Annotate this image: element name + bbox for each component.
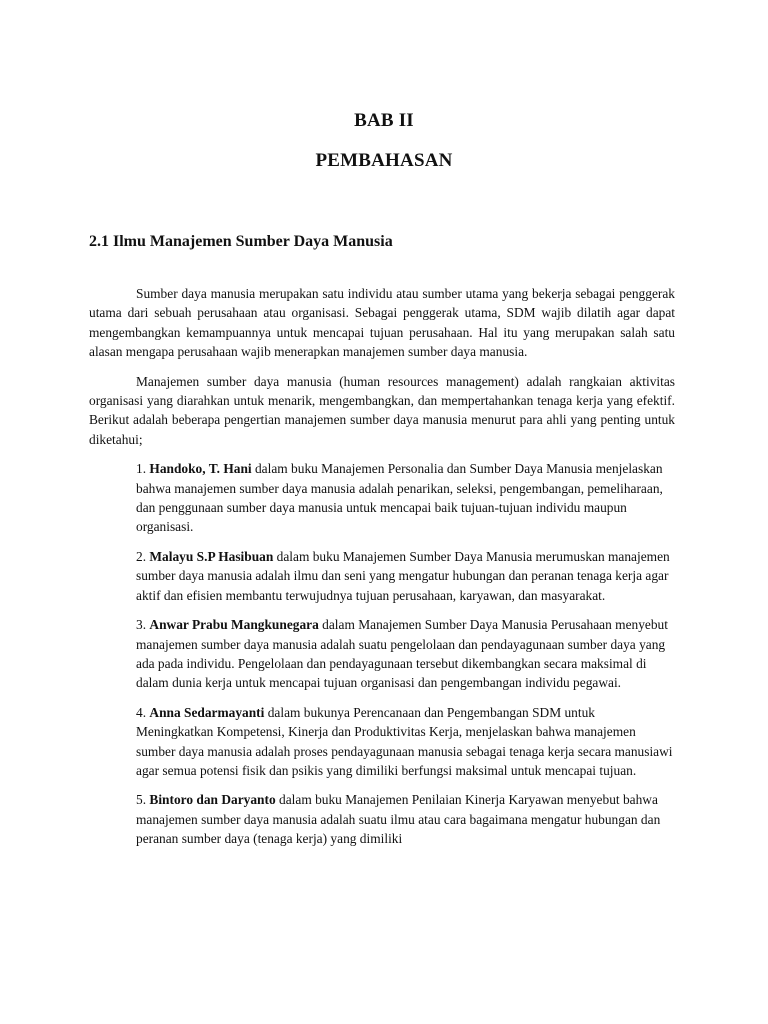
expert-name: Bintoro dan Daryanto [149, 792, 276, 808]
chapter-title: PEMBAHASAN [315, 150, 453, 171]
expert-name: Anna Sedarmayanti [149, 704, 265, 720]
list-item [136, 703, 675, 781]
list-item [136, 547, 675, 605]
list-item [136, 615, 675, 693]
list-item [136, 790, 675, 848]
body-paragraph: Sumber daya manusia merupakan satu individu atau sumber utama yang bekerja sebagai penggerak utama dari sebuah perusahaan atau organisasi. Sebagai penggerak utama, SDM wajib dilatih agar dapat mengembangkan kemampuannya untuk mencapai tujuan perusahaan. Hal itu yang merupakan salah satu alasan mengapa perusahaan wajib menerapkan manajemen sumber daya manusia. [89, 286, 675, 360]
body-paragraph: Manajemen sumber daya manusia (human resources management) adalah rangkaian aktivitas organisasi yang diarahkan untuk menarik, mengembangkan, dan mempertahankan tenaga kerja yang efektif. Berikut adalah beberapa pengertian manajemen sumber daya manusia menurut para ahli yang penting untuk diketahui; [89, 373, 675, 447]
item-number: 1. [136, 461, 147, 477]
item-text: dalam buku Manajemen Penilaian Kinerja Karyawan menyebut bahwa manajemen sumber daya manusia adalah suatu ilmu atau cara bagaimana mengatur hubungan dan peranan sumber daya (tenaga kerja) yang dimiliki [136, 792, 661, 847]
item-text: dalam bukunya Perencanaan dan Pengembangan SDM untuk Meningkatkan Kompetensi, Kinerja dan Produktivitas Kerja, menjelaskan bahwa manajemen sumber daya manusia adalah proses pendayagunaan manusia sebagai tenaga kerja secara manusiawi agar semua potensi fisik dan psikis yang dimiliki berfungsi maksimal untuk mencapai tujuan. [136, 704, 673, 778]
section-heading: 2.1 Ilmu Manajemen Sumber Daya Manusia [89, 233, 393, 250]
item-number: 4. [136, 704, 147, 720]
item-number: 3. [136, 617, 147, 633]
expert-name: Malayu S.P Hasibuan [149, 548, 274, 564]
expert-name: Anwar Prabu Mangkunegara [149, 617, 319, 633]
item-text: dalam buku Manajemen Sumber Daya Manusia merumuskan manajemen sumber daya manusia adalah ilmu dan seni yang mengatur hubungan dan peranan tenaga kerja agar aktif dan efisien membantu terwujudnya tujuan perusahaan, karyawan, dan masyarakat. [136, 548, 670, 603]
chapter-number: BAB II [354, 110, 414, 131]
item-text: dalam buku Manajemen Personalia dan Sumber Daya Manusia menjelaskan bahwa manajemen sumber daya manusia adalah penarikan, seleksi, pengembangan, pemeliharaan, dan penggunaan sumber daya manusia untuk mencapai baik tujuan-tujuan individu maupun organisasi. [136, 461, 663, 535]
item-number: 2. [136, 548, 147, 564]
item-number: 5. [136, 792, 147, 808]
item-text: dalam Manajemen Sumber Daya Manusia Perusahaan menyebut manajemen sumber daya manusia adalah suatu pengelolaan dan pendayagunaan sumber daya yang ada pada individu. Pengelolaan dan pendayagunaan tersebut dikembangkan secara maksimal di dalam dunia kerja untuk mencapai tujuan organisasi dan pengembangan individu pegawai. [136, 617, 668, 691]
list-item [136, 459, 675, 537]
expert-name: Handoko, T. Hani [149, 461, 252, 477]
document-body [89, 284, 675, 859]
